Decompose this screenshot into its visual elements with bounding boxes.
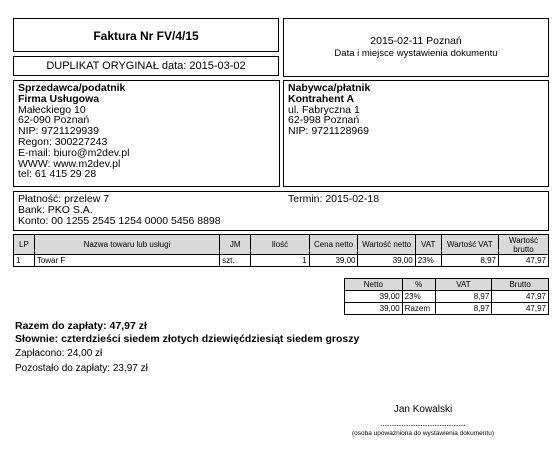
column-header: Wartość VAT	[441, 235, 498, 255]
buyer-line: ul. Fabryczna 1	[288, 103, 360, 116]
issue-date: 2015-02-11 Poznań	[370, 35, 462, 47]
seller-line: WWW: www.m2dev.pl	[18, 157, 121, 170]
buyer-line: NIP: 9721128969	[288, 125, 369, 138]
column-header: Netto	[345, 279, 403, 291]
cell-gross-value: 47,97	[498, 255, 548, 267]
duplicate-label: DUPLIKAT ORYGINAŁ data: 2015-03-02	[46, 60, 246, 72]
table-row	[345, 291, 549, 303]
cell-quantity: 1	[251, 255, 309, 267]
invoice-title-box	[13, 18, 279, 52]
buyer-box	[283, 80, 549, 187]
column-header: JM	[220, 235, 251, 255]
payment-box	[13, 191, 549, 231]
cell-lp: 1	[14, 255, 35, 267]
seller-heading: Sprzedawca/podatnik	[18, 82, 126, 94]
signature-line: .................................................	[380, 419, 466, 428]
items-header-row	[14, 235, 549, 255]
cell-gross: 47,97	[492, 303, 549, 315]
seller-line: Małeckiego 10	[18, 103, 86, 116]
seller-line: E-mail: biuro@m2dev.pl	[18, 146, 130, 159]
column-header: Cena netto	[309, 235, 358, 255]
column-header: Wartość brutto	[498, 235, 548, 255]
seller-line: 62-090 Poznań	[18, 114, 90, 127]
cell-net: 39,00	[345, 303, 403, 315]
cell-unit-price: 39,00	[309, 255, 358, 267]
items-table	[13, 234, 549, 267]
payment-term: Termin: 2015-02-18	[288, 193, 380, 205]
signer-name: Jan Kowalski	[393, 404, 453, 415]
vat-summary-table	[344, 278, 549, 315]
buyer-heading: Nabywca/płatnik	[288, 82, 371, 94]
cell-rate: Razem	[402, 303, 435, 315]
buyer-name: Kontrahent A	[288, 92, 355, 105]
amount-paid: Zapłacono: 24,00 zł	[15, 348, 103, 359]
invoice-title: Faktura Nr FV/4/15	[93, 29, 199, 43]
cell-net-value: 39,00	[358, 255, 415, 267]
total-in-words: Słownie: czterdzieści siedem złotych dziewięćdziesiąt siedem groszy	[15, 333, 360, 345]
column-header: VAT	[435, 279, 492, 291]
cell-net: 39,00	[345, 291, 403, 303]
signature-note: (osoba upoważniona do wystawienia dokumentu)	[351, 430, 494, 437]
cell-vat: 8,97	[435, 291, 492, 303]
seller-box	[13, 80, 280, 187]
cell-vat-value: 8,97	[441, 255, 498, 267]
bank-account: Konto: 00 1255 2545 1254 0000 5456 8898	[18, 215, 221, 227]
summary-header-row	[345, 279, 549, 291]
buyer-line: 62-998 Poznań	[288, 114, 360, 127]
duplicate-box	[13, 56, 279, 76]
cell-unit: szt.	[220, 255, 251, 267]
issue-date-label: Data i miejsce wystawienia dokumentu	[334, 48, 498, 59]
total-to-pay: Razem do zapłaty: 47,97 zł	[15, 320, 147, 332]
column-header: Wartość netto	[358, 235, 415, 255]
issue-date-box	[283, 18, 549, 77]
cell-rate: 23%	[402, 291, 435, 303]
column-header: Ilość	[251, 235, 309, 255]
column-header: Nazwa towaru lub usługi	[34, 235, 219, 255]
column-header: VAT	[415, 235, 441, 255]
cell-name: Towar F	[34, 255, 219, 267]
column-header: Brutto	[492, 279, 549, 291]
table-row	[345, 303, 549, 315]
column-header: LP	[14, 235, 35, 255]
seller-line: tel: 61 415 29 28	[18, 168, 97, 181]
table-row	[14, 255, 549, 267]
seller-line: Regon: 300227243	[18, 135, 108, 148]
cell-gross: 47,97	[492, 291, 549, 303]
seller-name: Firma Usługowa	[18, 92, 100, 105]
amount-remaining: Pozostało do zapłaty: 23,97 zł	[15, 363, 148, 374]
cell-vat: 8,97	[435, 303, 492, 315]
bank-name: Bank: PKO S.A.	[18, 204, 93, 216]
cell-vat-rate: 23%	[415, 255, 441, 267]
seller-line: NIP: 9721129939	[18, 125, 99, 138]
payment-method: Płatność: przelew 7	[18, 193, 110, 205]
column-header: %	[402, 279, 435, 291]
